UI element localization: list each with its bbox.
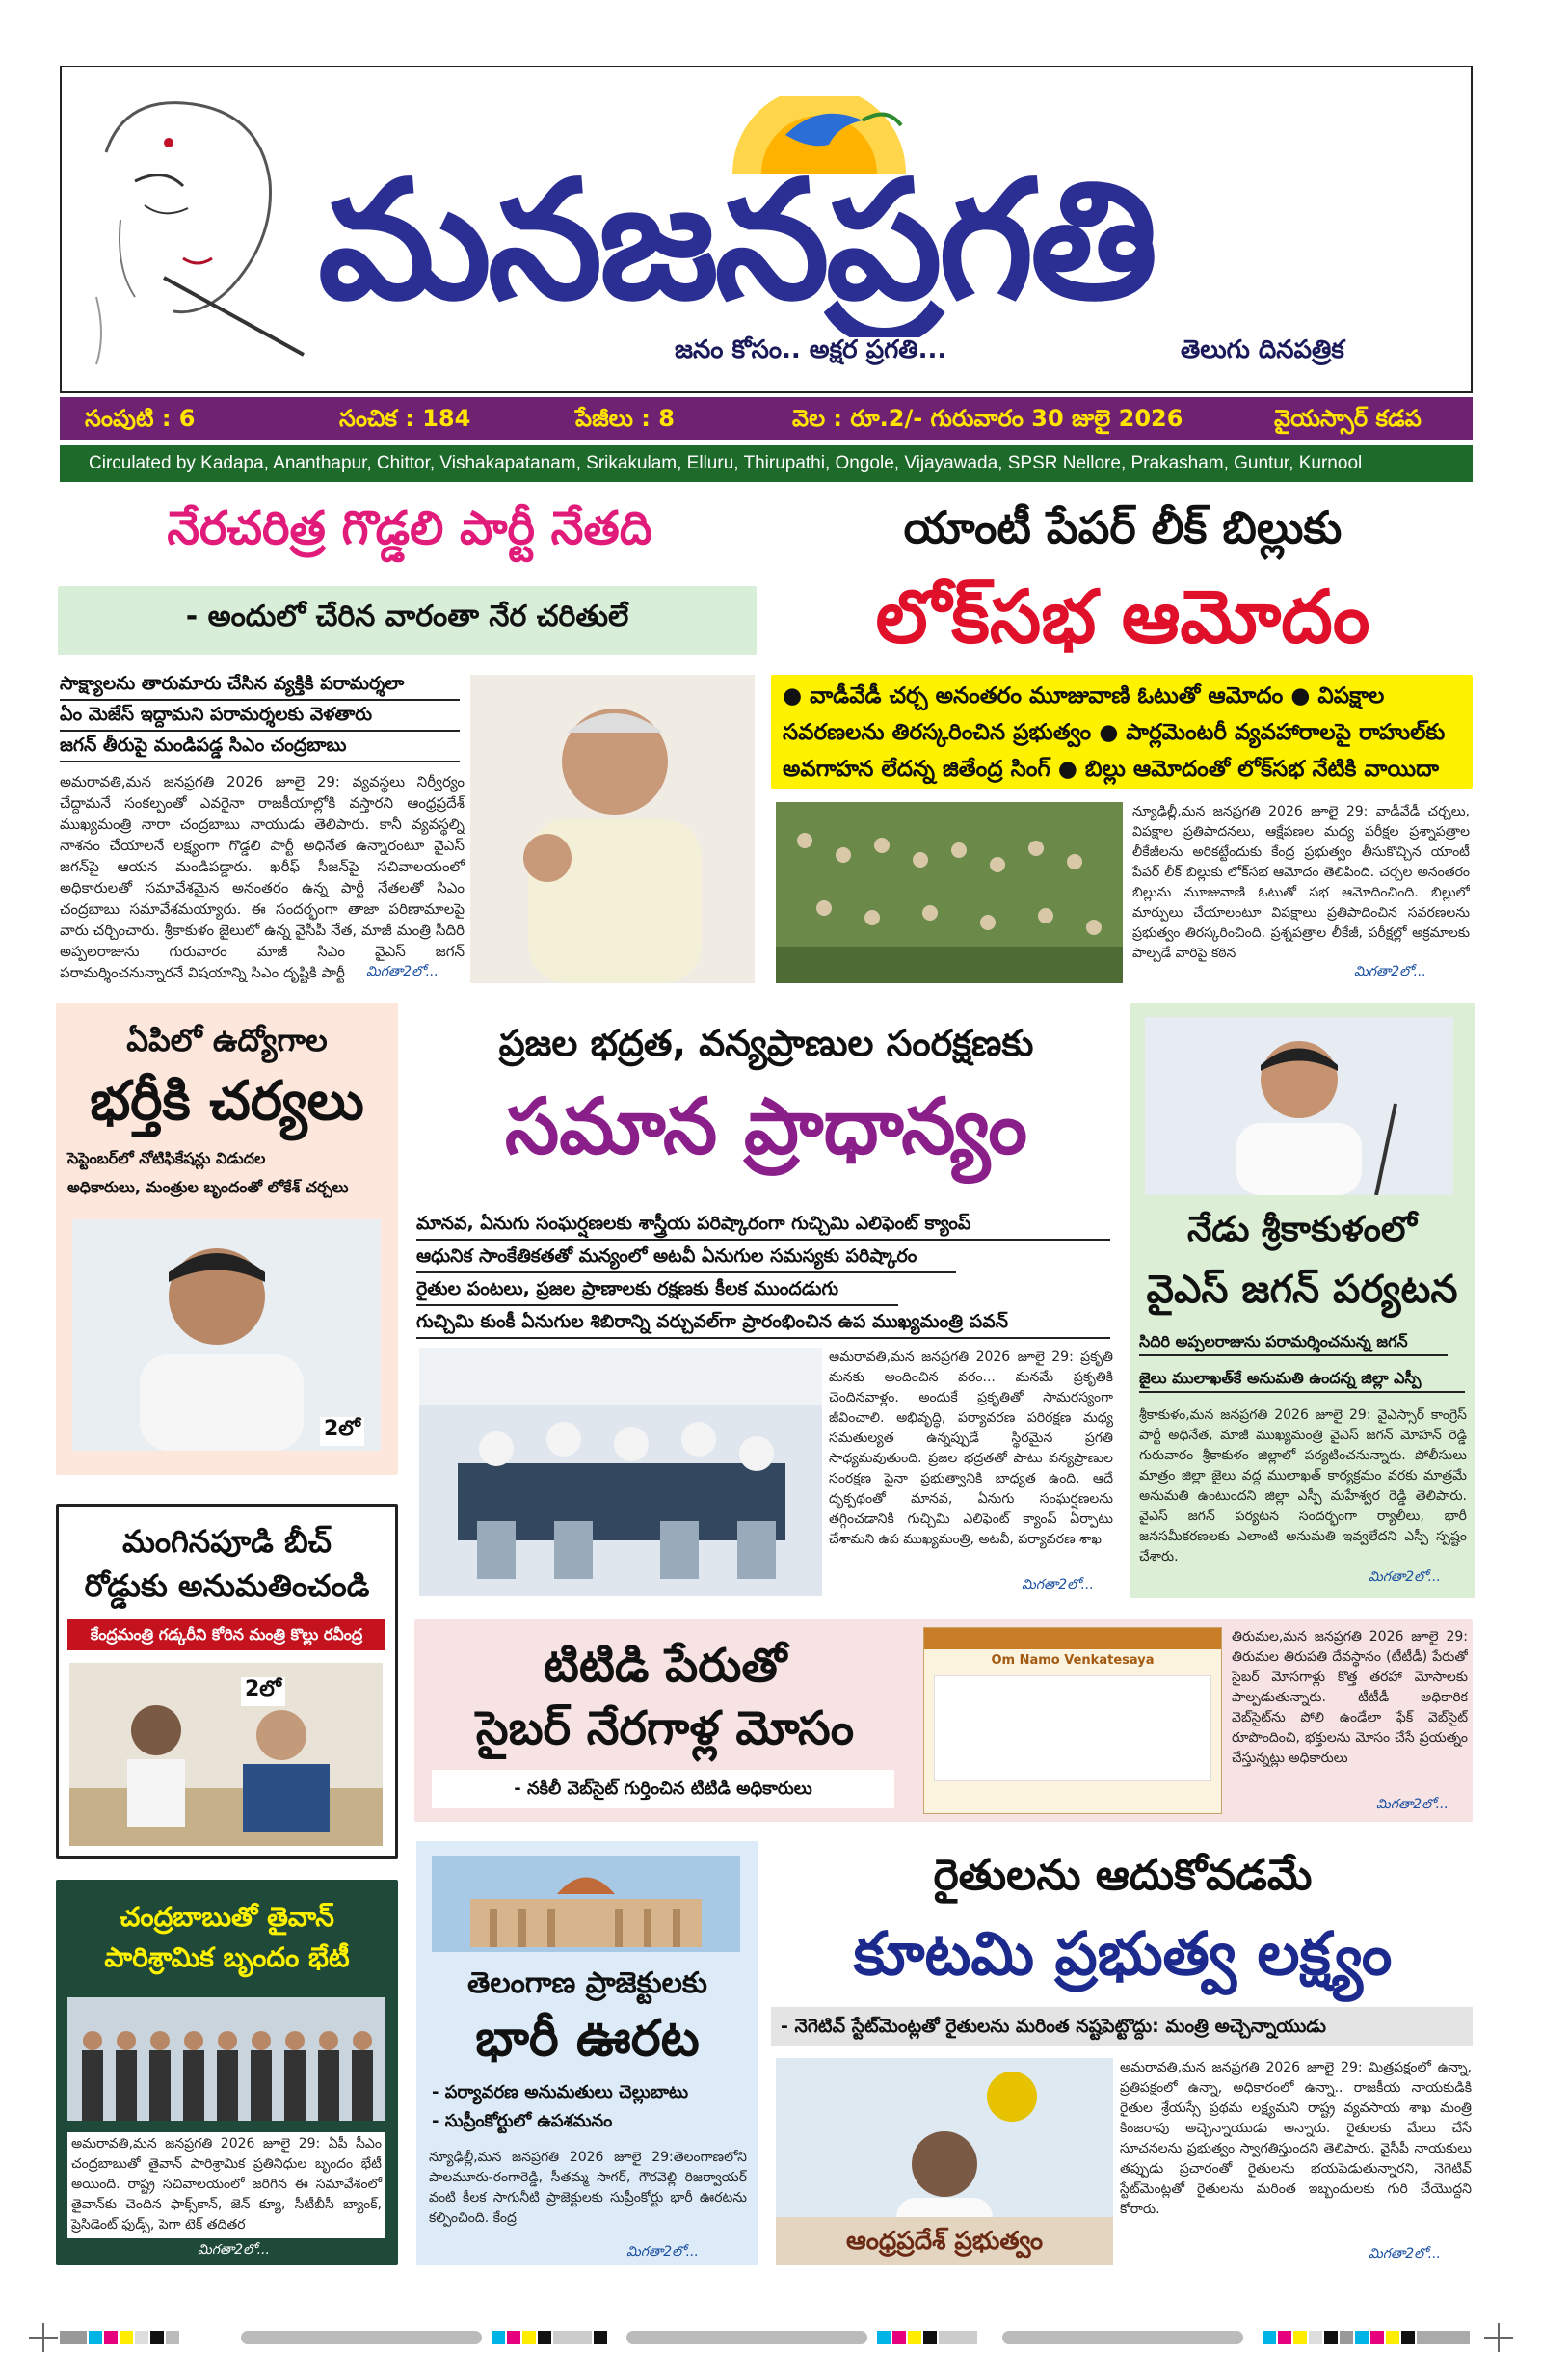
story5-headline: వైఎస్ జగన్ పర్యటన [1146,1268,1458,1312]
story9-headline-line2: పారిశ్రామిక బృందం భేటీ [104,1941,350,1973]
story4-headline-top: ప్రజల భద్రత, వన్యప్రాణుల సంరక్షణకు [498,1022,1034,1064]
story4-body: అమరావతి,మన జనప్రగతి 2026 జూలై 29: ప్రకృతి మనకు అందించిన వరం... మనమే ప్రకృతికి చెందినవాళ్లం. అందుకే ప్రకృతితో సామరస్యంగా జీవించాలి. అభివృద్ధి, పర్యావరణ పరిరక్షణ మధ్య సమతుల్యత ఉన్నప్పుడే స్థిరమైన ప్రగతి సాధ్యమవుతుంది. ప్రజల భద్రతతో పాటు వన్యప్రాణుల సంరక్షణ పైనా ప్రభుత్వానికి బాధ్యత ఉంది. ఆదే దృక్పథంతో మానవ, ఏనుగు సంఘర్షణలను తగ్గించడానికి గుచ్చిమి ఎలిఫెంట్ క్యాంప్ ఏర్పాటు చేశామని ఉప ముఖ్యమంత్రి, అటవీ, పర్యావరణ శాఖ [829,1350,1113,1547]
story7-headline-line2: సైబర్ నేరగాళ్ల మోసం [475,1701,855,1755]
acchennaidu-photo [776,2058,1113,2265]
story9-headline-line1: చంద్రబాబుతో తైవాన్ [120,1901,334,1933]
story7-deck: - నకిలీ వెబ్‌సైట్ గుర్తించిన టిటిడి అధికారులు [432,1770,894,1808]
volume-label: సంపుటి : 6 [85,405,196,432]
story10-continued: మిగతా2లో... [1369,2246,1441,2261]
story3-line-2: అధికారులు, మంత్రుల బృందంతో లోకేశ్ చర్చలు [67,1178,349,1196]
story1-line-3: జగన్ తీరుపై మండిపడ్డ సిఎం చంద్రబాబు [60,735,460,762]
story8-bullet-2: - సుప్రీంకోర్టులో ఉపశమనం [432,2111,613,2131]
story6-headline-line1: మంగినపూడి బీచ్ [122,1523,332,1560]
elephant-camp-meeting-photo [419,1348,822,1596]
story6-photo-tag: 2లో [241,1677,285,1706]
story9-body: అమరావతి,మన జనప్రగతి 2026 జూలై 29: ఏపీ సీఎం చంద్రబాబుతో తైవాన్ పారిశ్రామిక ప్రతినిధుల బృందం భేటీ అయింది. రాష్ట్ర సచివాలయంలో జరిగిన ఈ సమావేశంలో తైవాన్‌కు చెందిన ఫాక్స్‌కాన్, జెన్ క్యూ, సీటీబీసీ బ్యాంక్, ప్రెసిడెంట్ ఫుడ్స్, పెగా టెక్ తదితర [67,2132,386,2238]
story4-line-4: గుచ్చిమి కుంకీ ఏనుగుల శిబిరాన్ని వర్చువల్‌గా ప్రారంభించిన ఉప ముఖ్యమంత్రి పవన్ [416,1311,1110,1339]
story8-bullet-1: - పర్యావరణ అనుమతులు చెల్లుబాటు [432,2082,689,2102]
story4-line-2: ఆధునిక సాంకేతికతతో మన్యంలో అటవీ ఏనుగుల సమస్యకు పరిష్కారం [416,1245,956,1273]
lokesh-photo [72,1219,381,1451]
issue-label: సంచిక : 184 [339,405,471,432]
story8-kicker: తెలంగాణ ప్రాజెక్టులకు [467,1966,707,2000]
story1-line-1: సాక్ష్యాలను తారుమారు చేసిన వ్యక్తికి పరామర్శలా [60,673,460,701]
story7-continued: మిగతా2లో... [1376,1797,1449,1812]
story10-headline-main: కూటమి ప్రభుత్వ లక్ష్యం [853,1918,1393,1989]
story8-headline: భారీ ఊరట [475,2010,700,2068]
story5-continued: మిగతా2లో... [1369,1569,1441,1585]
story10-headline-top: రైతులను ఆదుకోవడమే [933,1851,1313,1900]
gadkari-meeting-photo [69,1663,383,1846]
story3-photo-tag: 2లో [320,1417,364,1446]
masthead-title: మనజనప్రగతి [318,146,1155,336]
krishna-sketch-illustration [67,75,308,384]
pages-label: పేజీలు : 8 [575,405,675,432]
jagan-photo [1145,1017,1453,1195]
story5-body: శ్రీకాకుళం,మన జనప్రగతి 2026 జూలై 29: వైఎస్సార్ కాంగ్రెస్ పార్టీ అధినేత, మాజీ ముఖ్యమంత్రి వైఎస్ జగన్ మోహన్ రెడ్డి గురువారం శ్రీకాకుళం జిల్లాలో పర్యటించనున్నారు. పోలీసులు మాత్రం జిల్లా జైలు వద్ద ములాఖత్ కార్యక్రమం వరకు మాత్రమే అనుమతి ఉంటుందని జిల్లా ఎస్పీ మహేశ్వర రెడ్డి తెలిపారు. వైఎస్ జగన్ పర్యటన సందర్భంగా ర్యాలీలు, భారీ జనసమీకరణలకు ఎలాంటి అనుమతి ఇవ్వలేదని ఎస్పీ స్పష్టం చేశారు. [1139,1407,1467,1564]
story2-highlights: ● వాడీవేడీ చర్చ అనంతరం మూజువాణి ఓటుతో ఆమోదం ● విపక్షాల సవరణలను తిరస్కరించిన ప్రభుత్వం ● పార్లమెంటరీ వ్యవహారాలపై రాహుల్‌కు అవగాహన లేదన్న జితేంద్ర సింగ్ ● బిల్లు ఆమోదంతో లోక్‌సభ నేటికి వాయిదా [771,675,1473,789]
story1-line-2: ఏం మెజేస్ ఇద్దామని పరామర్శలకు వెళతారు [60,704,460,732]
ttd-fake-website-screenshot [923,1627,1222,1814]
story1-body: అమరావతి,మన జనప్రగతి 2026 జూలై 29: వ్యవస్థలు నిర్వీర్యం చేద్దామనే సంకల్పంతో ఎవరైనా రాజకీయాల్లోకి వస్తారని ఆంధ్రప్రదేశ్ ముఖ్యమంత్రి నారా చంద్రబాబు నాయుడు తెలిపారు. కానీ వ్యవస్థల్ని నాశనం చేయాలనే లక్ష్యంగా గొడ్డలి పార్టీ అధినేత ఉన్నారంటూ వైఎస్ జగన్‌పై ఆయన మండిపడ్డారు. ఖరీఫ్ సీజన్‌పై సచివాలయంలో అధికారులతో సమావేశమైన అనంతరం ఉన్న పార్టీ నేతలతో సిఎం చంద్రబాబు సమావేశమయ్యారు. ఈ సందర్భంగా తాజా పరిణామాలపై వారు చర్చించారు. శ్రీకాకుళం జైలులో ఉన్న వైసీపీ నేత, మాజీ మంత్రి సీదిరి అప్పలరాజును గురువారం మాజీ సిఎం వైఎస్ జగన్ పరామర్శించనున్నారనే విషయాన్ని సిఎం దృష్టికి పార్టీ [60,773,465,981]
story2-headline-main: లోక్‌సభ ఆమోదం [875,574,1370,659]
story5-line-2: జైలు ములాఖత్‌కే అనుమతి ఉందన్న జిల్లా ఎస్పీ [1139,1369,1465,1393]
story3-headline: భర్తీకి చర్యలు [90,1070,364,1133]
masthead-tagline: జనం కోసం.. అక్షర ప్రగతి... [675,335,947,364]
story4-headline-main: సమాన ప్రాధాన్యం [505,1082,1027,1171]
story10-deck: - నెగెటివ్ స్టేట్‌మెంట్లతో రైతులను మరింత నష్టపెట్టొద్దు: మంత్రి అచ్చెన్నాయుడు [771,2007,1473,2046]
print-registration-marks [0,2313,1542,2380]
story5-line-1: సిదిరి అప్పలరాజును పరామర్శించనున్న జగన్ [1139,1332,1448,1356]
acchennaidu-photo-signboard: ఆంధ్రప్రదేశ్ ప్రభుత్వం [776,2217,1113,2265]
story2-body: న్యూఢిల్లీ,మన జనప్రగతి 2026 జూలై 29: వాడీవేడీ చర్చలు, విపక్షాల ప్రతిపాదనలు, ఆక్షేపణల మధ్య పరీక్షల ప్రశ్నాపత్రాల లీకేజీలను అరికట్టేందుకు కేంద్ర ప్రభుత్వం తీసుకొచ్చిన యాంటీ పేపర్ లీక్ బిల్లుకు లోక్‌సభ ఆమోదం తెలిపింది. చర్చల అనంతరం బిల్లును మూజువాణి ఓటుతో సభ ఆమోదించింది. బిల్లులో మార్పులు చేయాలంటూ విపక్షాలు ప్రతిపాదించిన సవరణలను ప్రభుత్వం తిరస్కరించింది. ప్రశ్నపత్రాల లీకేజీ, పరీక్షల్లో అక్రమాలకు పాల్పడే వారిపై కఠిన [1132,804,1470,961]
story3-line-1: సెప్టెంబర్‌లో నోటిఫికేషన్లు విడుదల [67,1149,266,1167]
circulation-bar: Circulated by Kadapa, Ananthapur, Chittor, Vishakapatanam, Srikakulam, Elluru, Thirupathi, Ongole, Vijayawada, SPSR Nellore, Prakasham, Guntur, Kurnool [60,445,1473,482]
story1-deck: - అందులో చేరిన వారంతా నేర చరితులే [185,600,629,633]
price-date-label: వెల : రూ.2/- గురువారం 30 జులై 2026 [792,405,1183,432]
issue-info-bar [60,397,1473,440]
story8-continued: మిగతా2లో... [626,2244,699,2260]
taiwan-delegation-photo [67,1997,386,2121]
story1-headline: నేరచరిత్ర గొడ్డలి పార్టీ నేతది [167,501,652,555]
story4-continued: మిగతా2లో... [1022,1577,1094,1592]
story1-continued: మిగతా2లో... [366,964,439,979]
place-label: వైయస్సార్ కడప [1274,405,1422,432]
story5-kicker: నేడు శ్రీకాకుళంలో [1187,1210,1417,1249]
masthead-subtitle: తెలుగు దినపత్రిక [1181,335,1344,364]
story2-continued: మిగతా2లో... [1354,964,1426,979]
lok-sabha-photo [776,802,1123,983]
story8-body: న్యూఢిల్లీ,మన జనప్రగతి 2026 జూలై 29:తెలంగాణలోని పాలమూరు-రంగారెడ్డి, సీతమ్మ సాగర్, గౌరవెల్లి రిజర్వాయర్ వంటి కీలక సాగునీటి ప్రాజెక్టులకు సుప్రీంకోర్టు భారీ ఊరటను కల్పించింది. కేంద్ర [429,2150,747,2226]
story7-headline-line1: టిటిడి పేరుతో [543,1639,787,1693]
cm-photo [470,675,755,983]
story7-body: తిరుమల,మన జనప్రగతి 2026 జూలై 29: తిరుమల తిరుపతి దేవస్థానం (టీటీడీ) పేరుతో సైబర్ మోసగాళ్లు కొత్త తరహా మోసాలకు పాల్పడుతున్నారు. టీటీడీ అధికారిక వెబ్‌సైట్‌ను పోలి ఉండేలా ఫేక్ వెబ్‌సైట్ రూపొందించి, భక్తులను మోసం చేసే ప్రయత్నం చేస్తున్నట్లు అధికారులు [1232,1629,1468,1766]
story4-line-1: మానవ, ఏనుగు సంఘర్షణలకు శాస్త్రీయ పరిష్కారంగా గుచ్చిమి ఎలిఫెంట్ క్యాంప్ [416,1213,1110,1241]
story6-deck: కేంద్రమంత్రి గడ్కరీని కోరిన మంత్రి కొల్లు రవీంద్ర [67,1619,386,1650]
ttd-screenshot-title: Om Namo Venkatesaya [991,1653,1155,1668]
story4-line-3: రైతుల పంటలు, ప్రజల ప్రాణాలకు రక్షణకు కీలక ముందడుగు [416,1278,898,1306]
story10-body: అమరావతి,మన జనప్రగతి 2026 జూలై 29: మిత్రపక్షంలో ఉన్నా, ప్రతిపక్షంలో ఉన్నా, అధికారంలో ఉన్నా.. రాజకీయ నాయకుడికి రైతుల శ్రేయస్సే ప్రథమ లక్ష్యమని రాష్ట్ర వ్యవసాయ శాఖ మంత్రి కింజరాపు అచ్చెన్నాయుడు అన్నారు. రైతులకు మేలు చేసే సూచనలను ప్రభుత్వం స్వాగతిస్తుందని తెలిపారు. వైసీపీ నాయకులు తప్పుడు ప్రచారంతో రైతులను భయపెడుతున్నారని, నెగెటివ్ స్టేట్‌మెంట్లతో రైతులను మరింత ఇబ్బందులకు గురి చేయొద్దని కోరారు. [1120,2060,1472,2217]
story9-continued: మిగతా2లో... [198,2242,270,2258]
supreme-court-photo [432,1856,740,1952]
story2-headline-top: యాంటీ పేపర్ లీక్ బిల్లుకు [903,501,1343,553]
story6-headline-line2: రోడ్డుకు అనుమతించండి [84,1567,370,1604]
story3-kicker: ఏపిలో ఉద్యోగాల [126,1022,328,1058]
